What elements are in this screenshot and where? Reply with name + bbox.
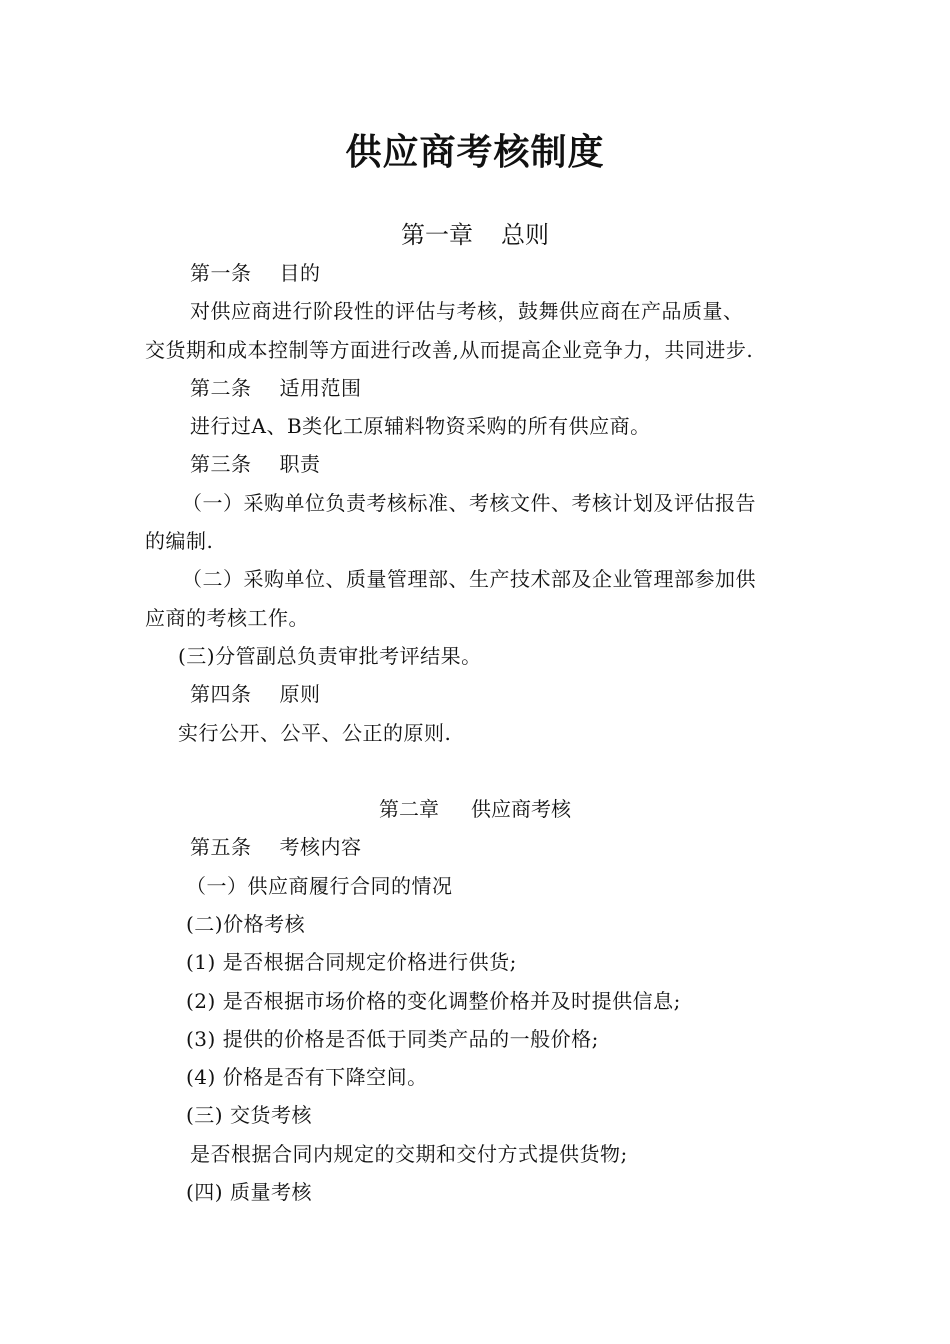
article-5-item-2-sub-4: (4) 价格是否有下降空间。 xyxy=(186,1065,428,1089)
article-2-paragraph: 进行过A、B类化工原辅料物资采购的所有供应商。 xyxy=(190,414,651,438)
article-5-item-1: （一）供应商履行合同的情况 xyxy=(186,874,453,898)
article-1-paragraph-line-1: 对供应商进行阶段性的评估与考核，鼓舞供应商在产品质量、 xyxy=(190,299,744,323)
chapter-1-heading xyxy=(0,218,950,252)
article-5-item-2-sub-2: (2) 是否根据市场价格的变化调整价格并及时提供信息; xyxy=(186,989,681,1013)
article-5-item-2: (二)价格考核 xyxy=(186,912,306,936)
article-3-item-3: (三)分管副总负责审批考评结果。 xyxy=(178,644,482,668)
article-1-paragraph-line-2: 交货期和成本控制等方面进行改善,从而提高企业竞争力，共同进步. xyxy=(145,338,754,362)
article-2-number: 第二条 xyxy=(190,376,252,400)
article-5-number: 第五条 xyxy=(190,835,252,859)
article-1-heading xyxy=(190,259,321,287)
article-2-name: 适用范围 xyxy=(279,376,362,400)
article-4-name: 原则 xyxy=(279,682,321,706)
article-4-number: 第四条 xyxy=(190,682,252,706)
article-5-name: 考核内容 xyxy=(279,835,362,859)
article-3-item-2-line-2: 应商的考核工作。 xyxy=(145,606,309,630)
article-1-number: 第一条 xyxy=(190,261,252,285)
article-3-item-1-line-2: 的编制. xyxy=(145,529,214,553)
chapter-1-name: 总则 xyxy=(501,221,549,249)
article-4-heading xyxy=(190,680,321,708)
article-5-item-2-sub-1: (1) 是否根据合同规定价格进行供货; xyxy=(186,950,517,974)
article-5-item-3-paragraph: 是否根据合同内规定的交期和交付方式提供货物; xyxy=(190,1142,628,1166)
article-3-item-2-line-1: （二）采购单位、质量管理部、生产技术部及企业管理部参加供 xyxy=(182,567,756,591)
chapter-2-name: 供应商考核 xyxy=(471,797,571,821)
document-title: 供应商考核制度 xyxy=(345,131,605,173)
article-5-item-2-sub-3: (3) 提供的价格是否低于同类产品的一般价格; xyxy=(186,1027,599,1051)
article-3-item-1-line-1: （一）采购单位负责考核标准、考核文件、考核计划及评估报告 xyxy=(182,491,756,515)
article-1-name: 目的 xyxy=(279,261,321,285)
article-4-paragraph: 实行公开、公平、公正的原则. xyxy=(178,721,452,745)
article-5-heading xyxy=(190,833,362,861)
chapter-2-number: 第二章 xyxy=(379,797,439,821)
article-3-name: 职责 xyxy=(279,452,321,476)
article-5-item-4: (四) 质量考核 xyxy=(186,1180,312,1204)
chapter-1-number: 第一章 xyxy=(401,221,473,249)
article-3-number: 第三条 xyxy=(190,452,252,476)
article-5-item-3: (三) 交货考核 xyxy=(186,1103,312,1127)
article-2-heading xyxy=(190,374,362,402)
article-3-heading xyxy=(190,450,321,478)
chapter-2-heading xyxy=(0,794,950,824)
